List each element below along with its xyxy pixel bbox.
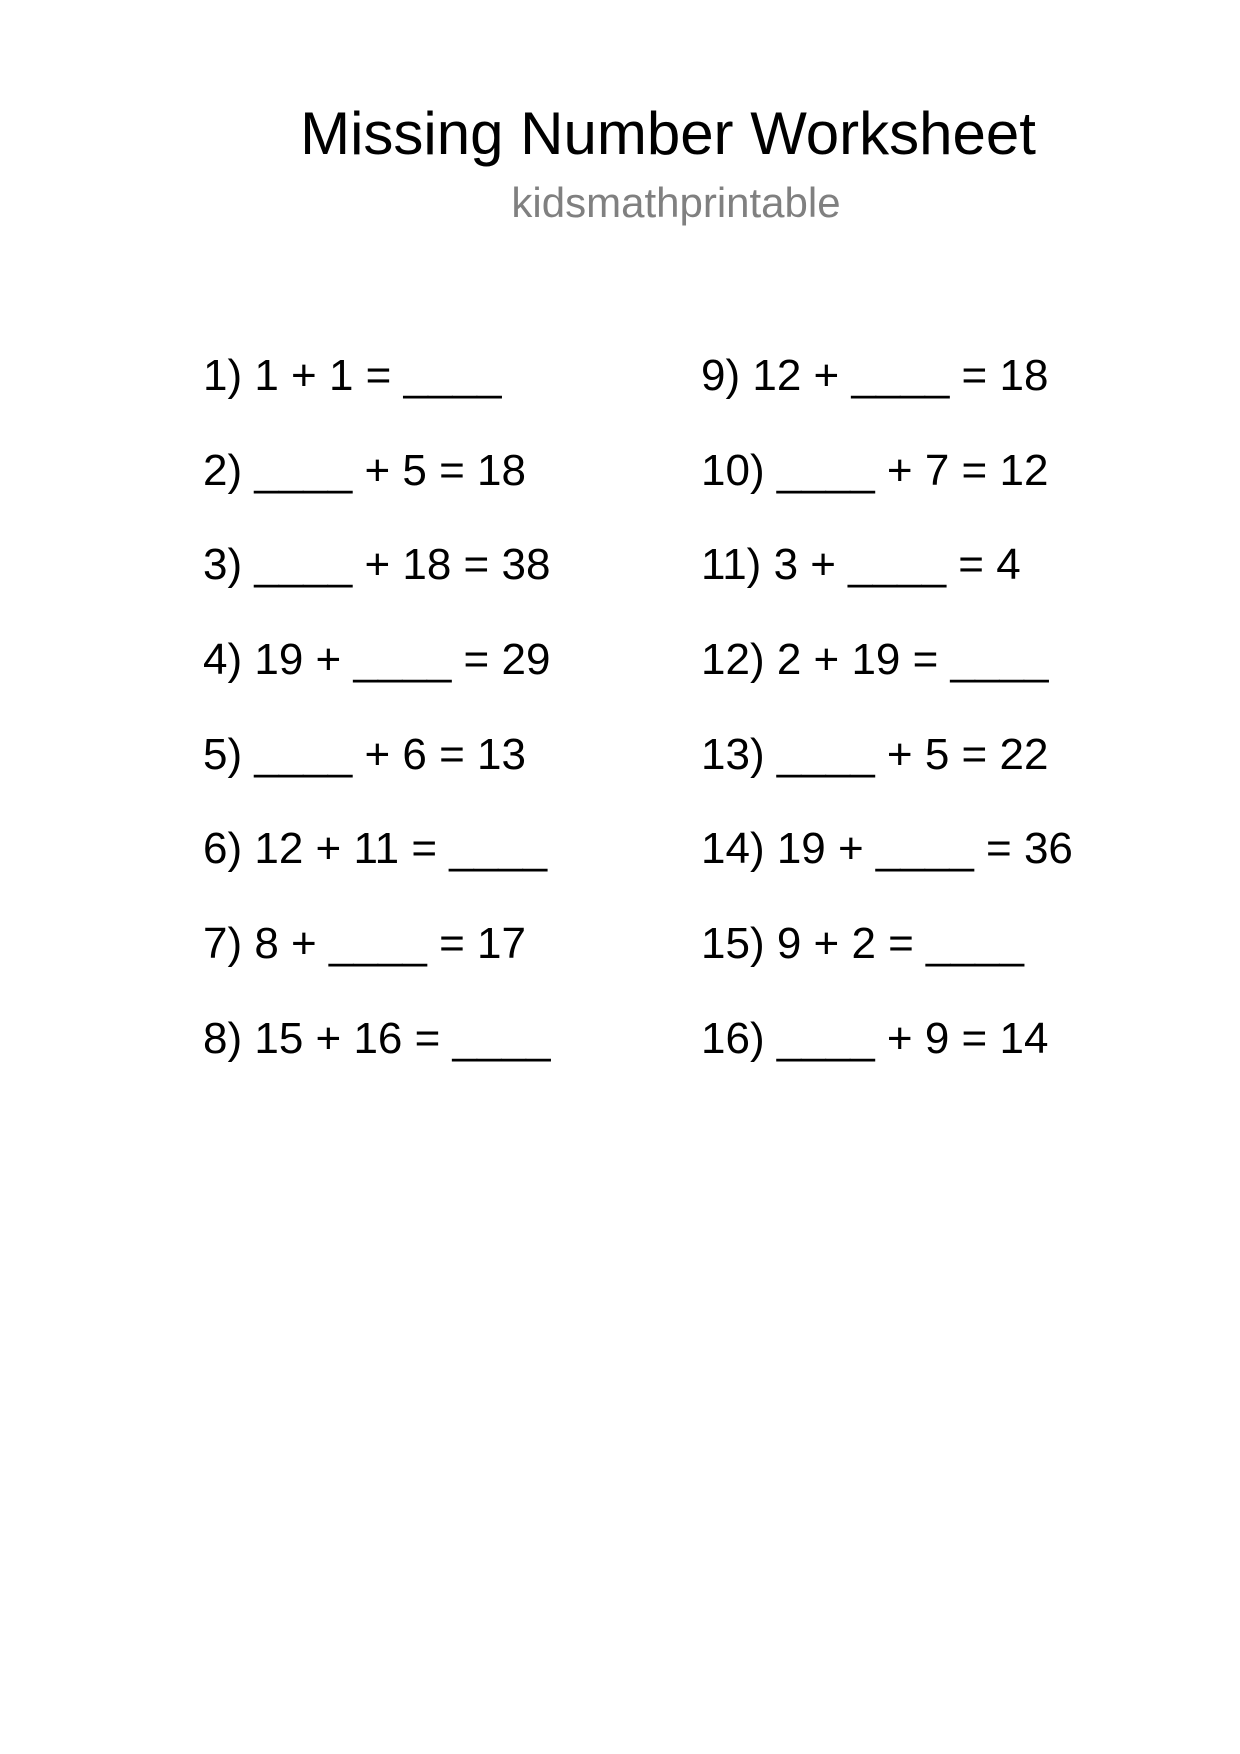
problem-expression: 12 + 11 = ____ xyxy=(254,824,548,874)
problem-expression: ____ + 18 = 38 xyxy=(254,540,551,590)
problem-expression: 12 + ____ = 18 xyxy=(752,351,1049,400)
problem-5 xyxy=(203,729,550,828)
problem-expression: 8 + ____ = 17 xyxy=(254,919,526,969)
problem-number: 5) xyxy=(203,729,243,779)
problem-number: 12) xyxy=(701,635,765,685)
problem-number: 7) xyxy=(203,919,243,969)
problem-number: 4) xyxy=(203,635,243,685)
problem-expression: 15 + 16 = ____ xyxy=(254,1013,551,1063)
problem-number: 8) xyxy=(203,1013,243,1063)
problem-15 xyxy=(701,919,1073,1017)
problem-number: 13) xyxy=(701,729,765,779)
problem-column-right xyxy=(701,351,1073,1112)
worksheet-title: Missing Number Worksheet xyxy=(300,100,1036,167)
problem-number: 1) xyxy=(203,351,243,400)
problem-expression: ____ + 7 = 12 xyxy=(776,445,1049,495)
problem-9 xyxy=(701,351,1073,449)
problem-expression: 2 + 19 = ____ xyxy=(776,635,1049,685)
worksheet-subtitle: kidsmathprintable xyxy=(511,179,841,226)
problem-number: 16) xyxy=(701,1013,765,1063)
problem-2 xyxy=(203,445,550,544)
problem-number: 14) xyxy=(701,824,765,874)
problem-1 xyxy=(203,351,550,449)
problem-10 xyxy=(701,445,1073,544)
problem-number: 3) xyxy=(203,540,243,590)
problem-number: 2) xyxy=(203,445,243,495)
problem-number: 11) xyxy=(701,540,762,590)
problem-14 xyxy=(701,824,1073,922)
problem-number: 15) xyxy=(701,919,765,969)
problem-expression: 19 + ____ = 36 xyxy=(776,824,1073,874)
problem-expression: ____ + 6 = 13 xyxy=(254,729,526,779)
problem-expression: ____ + 5 = 22 xyxy=(776,729,1049,779)
problem-12 xyxy=(701,635,1073,733)
problem-16 xyxy=(701,1013,1073,1112)
problem-number: 9) xyxy=(701,351,741,400)
problem-8 xyxy=(203,1013,551,1112)
problem-expression: ____ + 5 = 18 xyxy=(254,445,526,495)
problem-number: 6) xyxy=(203,824,243,874)
problem-column-left xyxy=(203,351,551,1112)
problem-expression: 1 + 1 = ____ xyxy=(254,351,502,400)
problem-13 xyxy=(701,729,1073,828)
problem-expression: 9 + 2 = ____ xyxy=(776,919,1024,969)
problem-expression: ____ + 9 = 14 xyxy=(776,1013,1049,1063)
problem-7 xyxy=(203,919,550,1017)
problem-expression: 3 + ____ = 4 xyxy=(773,540,1021,590)
problem-3 xyxy=(203,540,551,638)
problem-4 xyxy=(203,635,551,733)
problem-6 xyxy=(203,824,550,922)
problem-expression: 19 + ____ = 29 xyxy=(254,635,551,685)
problem-number: 10) xyxy=(701,445,765,495)
problem-11 xyxy=(701,540,1073,638)
